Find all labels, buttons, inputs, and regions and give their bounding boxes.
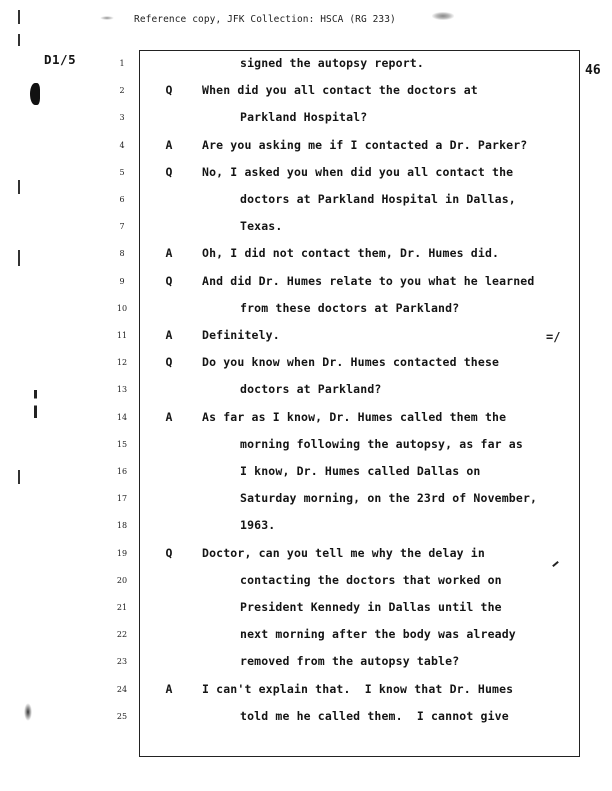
line-number: 21 xyxy=(116,603,128,612)
transcript-line xyxy=(0,546,612,564)
testimony-text: morning following the autopsy, as far as xyxy=(240,436,523,451)
testimony-text: Parkland Hospital? xyxy=(240,110,368,125)
testimony-text: next morning after the body was already xyxy=(240,627,516,642)
speaker-label: Q xyxy=(165,273,173,288)
transcript-line xyxy=(0,382,612,400)
testimony-text: Are you asking me if I contacted a Dr. Parker? xyxy=(202,137,528,152)
transcript-line xyxy=(0,274,612,292)
page-number: 46 xyxy=(585,63,601,78)
line-number: 8 xyxy=(119,249,125,259)
transcript-line xyxy=(0,410,612,428)
line-number: 22 xyxy=(116,630,128,640)
testimony-text: Texas. xyxy=(240,219,283,234)
header-smudge xyxy=(432,12,454,20)
line-number: 18 xyxy=(116,521,128,531)
transcript-line xyxy=(0,600,612,618)
speaker-label: A xyxy=(165,328,173,342)
testimony-text: doctors at Parkland Hospital in Dallas, xyxy=(240,192,516,206)
transcript-line xyxy=(0,682,612,700)
line-number: 16 xyxy=(116,467,128,476)
transcript-line xyxy=(0,518,612,536)
scan-speck xyxy=(100,16,114,20)
transcript-line xyxy=(0,56,612,74)
transcript-frame xyxy=(139,50,580,757)
line-number: 1 xyxy=(119,59,125,68)
testimony-text: 1963. xyxy=(240,518,276,533)
line-number: 25 xyxy=(116,711,128,721)
speaker-label: A xyxy=(165,137,173,152)
testimony-text: No, I asked you when did you all contact the xyxy=(202,164,514,179)
speaker-label: Q xyxy=(165,355,173,370)
line-number: 2 xyxy=(119,86,125,96)
speaker-label: Q xyxy=(165,164,173,179)
line-number: 3 xyxy=(119,113,125,123)
transcript-line xyxy=(0,83,612,101)
line-number: 19 xyxy=(116,548,128,558)
line-number: 4 xyxy=(119,140,125,150)
testimony-text: Saturday morning, on the 23rd of November, xyxy=(240,491,538,506)
testimony-text: And did Dr. Humes relate to you what he learned xyxy=(202,273,535,288)
testimony-text: doctors at Parkland? xyxy=(240,382,382,397)
line-number: 12 xyxy=(116,358,128,368)
line-number: 9 xyxy=(119,276,125,286)
speaker-label: Q xyxy=(165,545,173,560)
document-id: D1/5 xyxy=(44,52,77,67)
transcript-line xyxy=(0,192,612,210)
line-number: 17 xyxy=(116,494,128,504)
margin-mark xyxy=(18,10,20,24)
transcript-line xyxy=(0,355,612,373)
transcript-line xyxy=(0,573,612,591)
line-number: 5 xyxy=(119,167,125,177)
reference-header: Reference copy, JFK Collection: HSCA (RG 233) xyxy=(134,14,396,25)
testimony-text: President Kennedy in Dallas until the xyxy=(240,600,502,614)
testimony-text: signed the autopsy report. xyxy=(240,56,424,70)
speaker-label: A xyxy=(165,409,173,424)
speaker-label: Q xyxy=(165,83,173,98)
transcript-line xyxy=(0,219,612,237)
margin-scribble: =/ xyxy=(546,330,561,344)
speaker-label: A xyxy=(165,681,173,696)
testimony-text: When did you all contact the doctors at xyxy=(202,83,478,98)
testimony-text: I know, Dr. Humes called Dallas on xyxy=(240,464,481,478)
transcript-line xyxy=(0,246,612,264)
transcript-line xyxy=(0,464,612,482)
testimony-text: contacting the doctors that worked on xyxy=(240,572,502,587)
line-number: 7 xyxy=(119,222,125,232)
line-number: 20 xyxy=(116,575,128,585)
testimony-text: I can't explain that. I know that Dr. Humes xyxy=(202,681,514,696)
transcript-line xyxy=(0,301,612,319)
line-number: 14 xyxy=(116,412,128,422)
testimony-text: Oh, I did not contact them, Dr. Humes did. xyxy=(202,246,500,261)
transcript-line xyxy=(0,138,612,156)
testimony-text: told me he called them. I cannot give xyxy=(240,708,509,723)
testimony-text: from these doctors at Parkland? xyxy=(240,300,460,315)
testimony-text: removed from the autopsy table? xyxy=(240,654,460,669)
line-number: 10 xyxy=(116,303,128,313)
transcript-line xyxy=(0,110,612,128)
transcript-line xyxy=(0,165,612,183)
testimony-text: Do you know when Dr. Humes contacted these xyxy=(202,355,500,370)
line-number: 11 xyxy=(116,331,128,340)
transcript-line xyxy=(0,328,612,346)
transcript-line xyxy=(0,491,612,509)
testimony-text: Definitely. xyxy=(202,328,280,342)
transcript-line xyxy=(0,627,612,645)
testimony-text: Doctor, can you tell me why the delay in xyxy=(202,545,485,560)
line-number: 24 xyxy=(116,684,128,694)
transcript-line xyxy=(0,654,612,672)
line-number: 15 xyxy=(116,439,128,449)
line-number: 23 xyxy=(116,657,128,667)
speaker-label: A xyxy=(165,246,173,261)
margin-mark xyxy=(18,34,20,46)
testimony-text: As far as I know, Dr. Humes called them the xyxy=(202,409,507,424)
transcript-line xyxy=(0,709,612,727)
line-number: 13 xyxy=(116,385,128,395)
line-number: 6 xyxy=(119,195,125,204)
transcript-line xyxy=(0,437,612,455)
